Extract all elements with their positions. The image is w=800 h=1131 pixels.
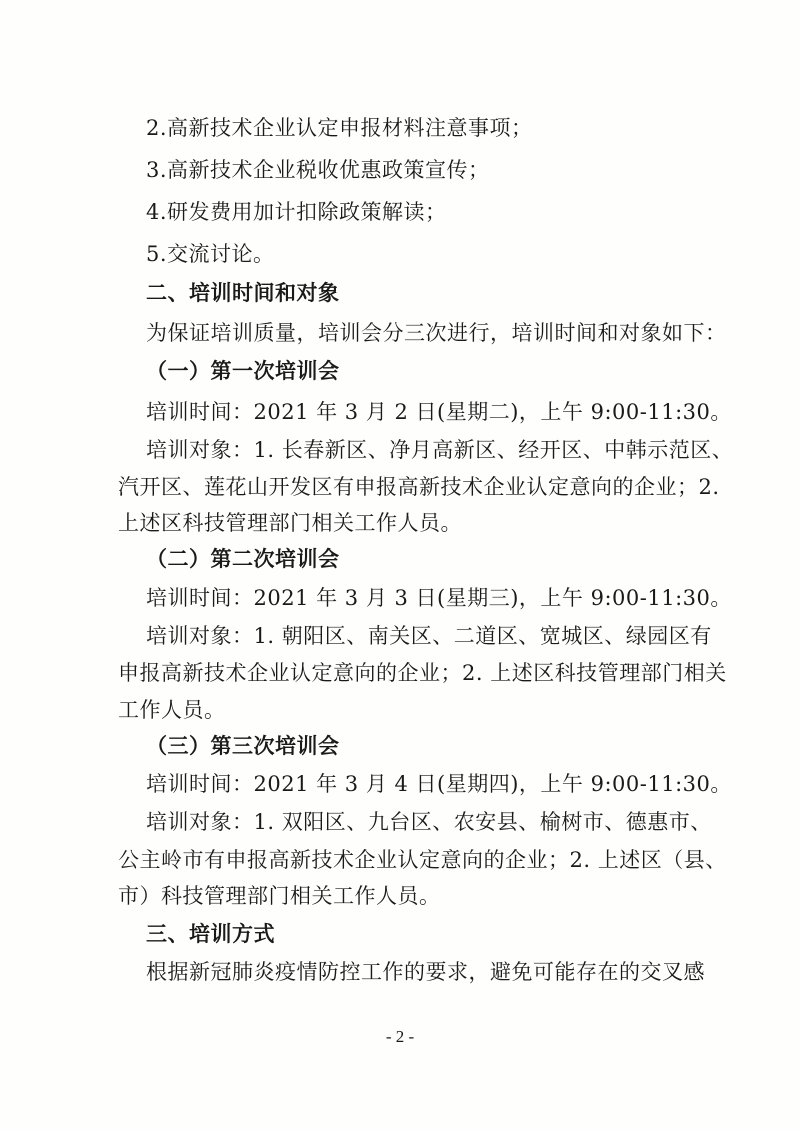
list-item: 2.高新技术企业认定申报材料注意事项；: [146, 116, 533, 140]
session-target-line: 汽开区、莲花山开发区有申报高新技术企业认定意向的企业；2.: [118, 475, 720, 499]
session-time: 培训时间：2021 年 3 月 4 日(星期四)，上午 9:00-11:30。: [146, 772, 732, 796]
page-number: - 2 -: [385, 1027, 415, 1046]
session-target-line: 市）科技管理部门相关工作人员。: [118, 884, 441, 908]
list-item: 3.高新技术企业税收优惠政策宣传；: [146, 158, 490, 182]
paragraph: 为保证培训质量，培训会分三次进行，培训时间和对象如下：: [146, 321, 727, 345]
subsection-title: （二）第二次培训会: [146, 547, 340, 571]
session-target-line: 培训对象：1. 双阳区、九台区、农安县、榆树市、德惠市、: [146, 810, 712, 834]
section-heading: 三、培训方式: [146, 922, 275, 946]
session-target-line: 公主岭市有申报高新技术企业认定意向的企业；2. 上述区（县、: [118, 848, 727, 872]
session-target-line: 培训对象：1. 朝阳区、南关区、二道区、宽城区、绿园区有: [146, 624, 712, 648]
session-time: 培训时间：2021 年 3 月 3 日(星期三)，上午 9:00-11:30。: [146, 586, 732, 610]
section-heading: 二、培训时间和对象: [146, 281, 340, 305]
session-target-line: 培训对象：1. 长春新区、净月高新区、经开区、中韩示范区、: [146, 438, 734, 462]
session-target-line: 上述区科技管理部门相关工作人员。: [118, 511, 462, 535]
session-time: 培训时间：2021 年 3 月 2 日(星期二)，上午 9:00-11:30。: [146, 400, 732, 424]
subsection-title: （一）第一次培训会: [146, 359, 340, 383]
list-item: 5.交流讨论。: [146, 242, 275, 266]
paragraph: 根据新冠肺炎疫情防控工作的要求，避免可能存在的交叉感: [146, 960, 705, 984]
subsection-title: （三）第三次培训会: [146, 734, 340, 758]
session-target-line: 申报高新技术企业认定意向的企业；2. 上述区科技管理部门相关: [118, 661, 727, 685]
list-item: 4.研发费用加计扣除政策解读；: [146, 200, 447, 224]
session-target-line: 工作人员。: [118, 698, 226, 722]
